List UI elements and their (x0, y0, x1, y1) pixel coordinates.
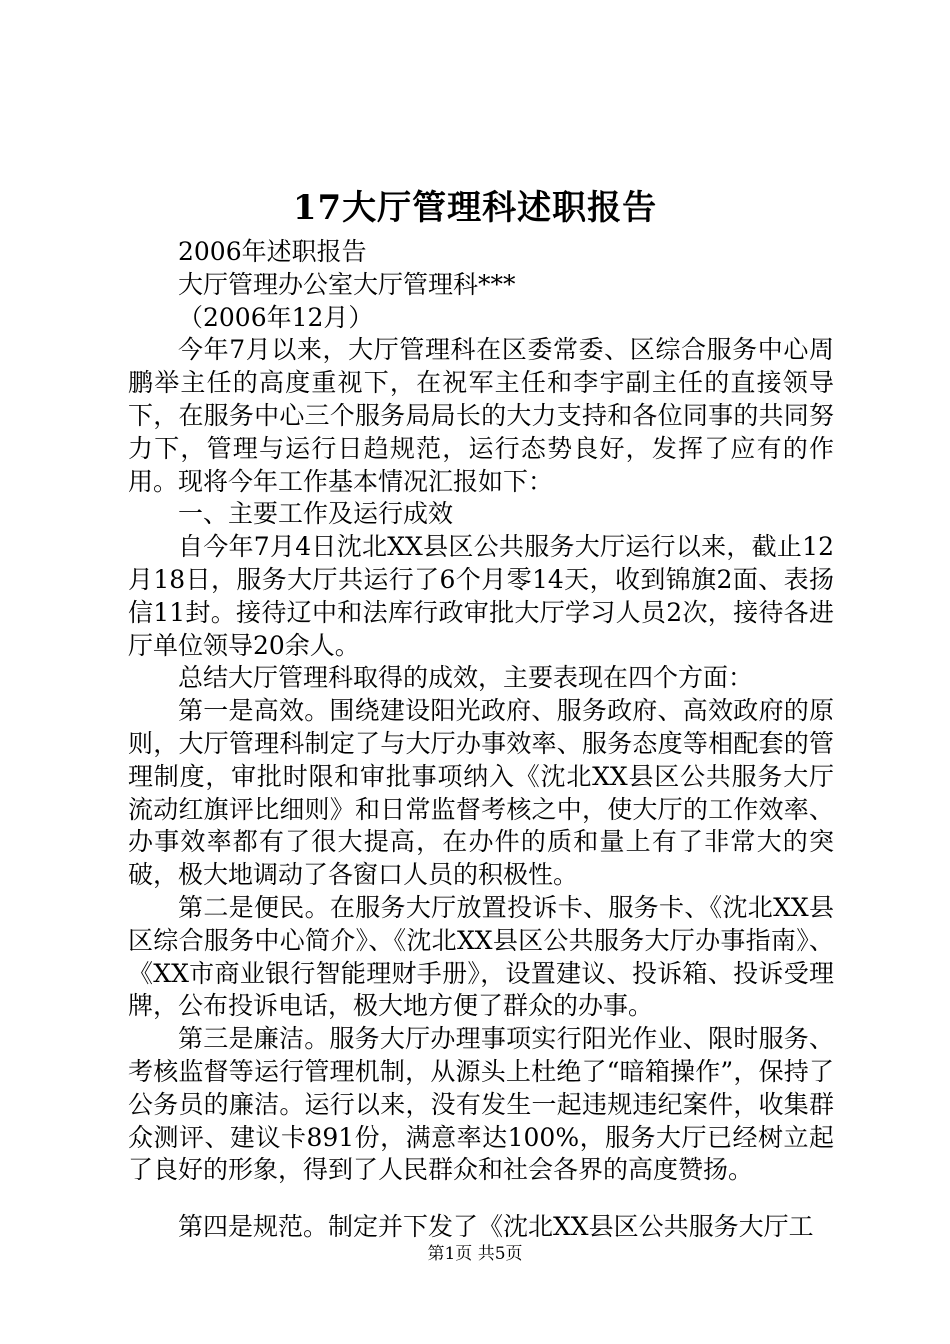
report-subtitle: 2006年述职报告 (178, 237, 367, 266)
paragraph-convenience: 第二是便民。在服务大厅放置投诉卡、服务卡、《沈北XX县区综合服务中心简介》、《沈北XX县区公共服务大厅办事指南》、《XX市商业银行智能理财手册》，设置建议、投诉箱、投诉受理牌，公布投诉电话，极大地方便了群众的办事。 (128, 892, 834, 1021)
paragraph-intro: 今年7月以来，大厅管理科在区委常委、区综合服务中心周鹏举主任的高度重视下，在祝军主任和李宇副主任的直接领导下，在服务中心三个服务局局长的大力支持和各位同事的共同努力下，管理与运行日趋规范，运行态势良好，发挥了应有的作用。现将今年工作基本情况汇报如下： (128, 335, 834, 496)
page-footer: 第1页 共5页 (427, 1244, 523, 1264)
paragraph-efficiency: 第一是高效。围绕建设阳光政府、服务政府、高效政府的原则，大厅管理科制定了与大厅办事效率、服务态度等相配套的管理制度，审批时限和审批事项纳入《沈北XX县区公共服务大厅流动红旗评比细则》和日常监督考核之中，使大厅的工作效率、办事效率都有了很大提高，在办件的质和量上有了非常大的突破，极大地调动了各窗口人员的积极性。 (128, 696, 834, 890)
document-body (128, 236, 834, 1244)
paragraph-integrity: 第三是廉洁。服务大厅办理事项实行阳光作业、限时服务、考核监督等运行管理机制，从源头上杜绝了“暗箱操作”，保持了公务员的廉洁。运行以来，没有发生一起违规违纪案件，收集群众测评、建议卡891份，满意率达100%，服务大厅已经树立起了良好的形象，得到了人民群众和社会各界的高度赞扬。 (128, 1024, 834, 1185)
report-date: （2006年12月） (178, 302, 374, 332)
paragraph-summary: 总结大厅管理科取得的成效，主要表现在四个方面： (178, 663, 754, 693)
paragraph-standardization: 第四是规范。制定并下发了《沈北XX县区公共服务大厅工 (178, 1212, 814, 1242)
section-heading: 一、主要工作及运行成效 (178, 499, 454, 529)
paragraph-overview: 自今年7月4日沈北XX县区公共服务大厅运行以来，截止12月18日，服务大厅共运行了6个月零14天，收到锦旗2面、表扬信11封。接待辽中和法库行政审批大厅学习人员2次，接待各进厅单位领导20余人。 (128, 532, 834, 660)
report-author: 大厅管理办公室大厅管理科*** (178, 269, 516, 299)
document-title: 17大厅管理科述职报告 (292, 188, 658, 228)
